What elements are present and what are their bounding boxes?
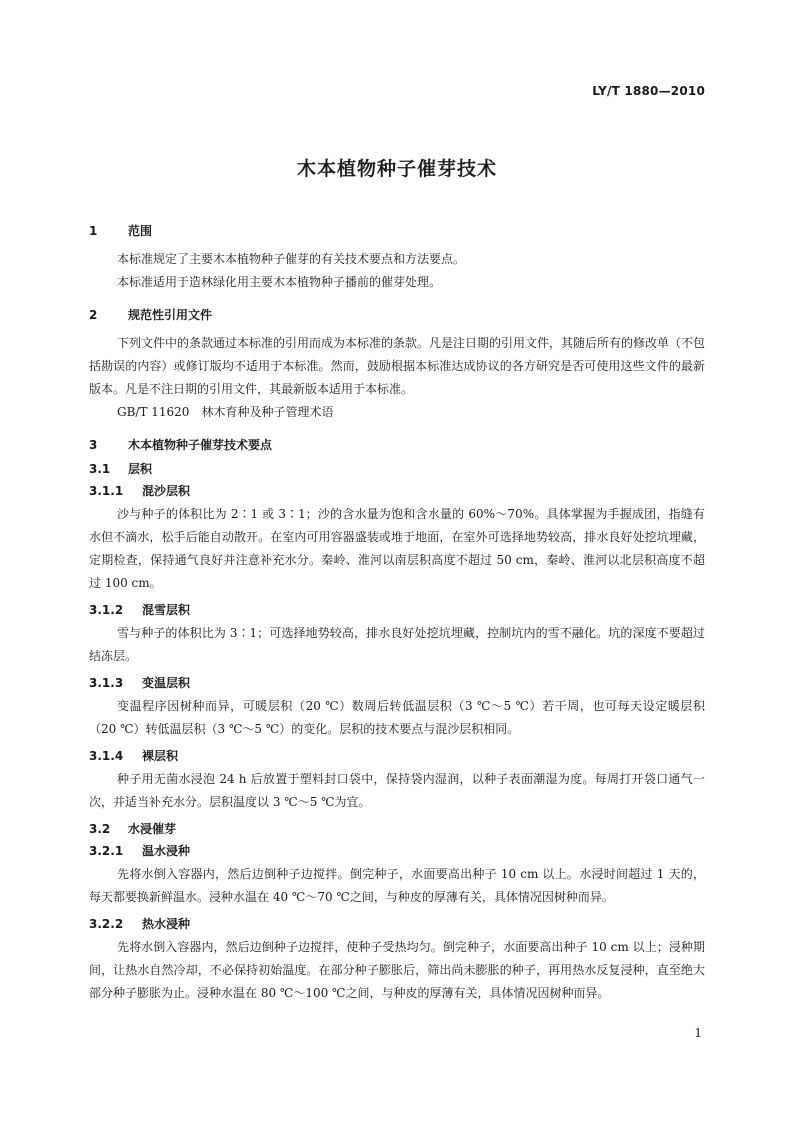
subsection-heading-3-1	[89, 462, 705, 476]
section-number: 3.2.1	[89, 844, 124, 858]
page-number: 1	[694, 1026, 702, 1040]
section-title: 混雪层积	[142, 603, 191, 617]
paragraph: 沙与种子的体积比为 2∶1 或 3∶1；沙的含水量为饱和含水量的 60%～70%。具体掌握为手握成团，指缝有水但不滴水，松手后能自动散开。在室内可用容器盛装或堆于地面，在室外可选择地势较高，排水良好处挖坑埋藏，定期检查，保持通气良好并注意补充水分。秦岭、淮河以南层积高度不超过 50 cm，秦岭、淮河以北层积高度不超过 100 cm。	[89, 507, 705, 590]
section-title: 规范性引用文件	[128, 308, 213, 322]
paragraph: 雪与种子的体积比为 3∶1；可选择地势较高，排水良好处挖坑埋藏，控制坑内的雪不融化。坑的深度不要超过结冻层。	[89, 626, 705, 663]
section-title: 混沙层积	[142, 484, 191, 498]
paragraph: 下列文件中的条款通过本标准的引用而成为本标准的条款。凡是注日期的引用文件，其随后所有的修改单（不包括勘误的内容）或修订版均不适用于本标准。然而，鼓励根据本标准达成协议的各方研究是否可使用这些文件的最新版本。凡是不注日期的引用文件，其最新版本适用于本标准。	[89, 336, 706, 396]
section-number: 3.2	[89, 822, 111, 836]
section-title: 变温层积	[142, 676, 191, 690]
section-number: 3	[89, 438, 98, 452]
section-number: 3.1	[89, 462, 111, 476]
paragraph: 先将水倒入容器内，然后边倒种子边搅拌。倒完种子，水面要高出种子 10 cm 以上。水浸时间超过 1 天的，每天都要换新鲜温水。浸种水温在 40 ℃～70 ℃之间，与种皮的厚薄有关，具体情况因树种而异。	[89, 867, 705, 904]
subsection-heading-3-2-2	[89, 917, 705, 931]
section-title: 温水浸种	[142, 844, 191, 858]
normative-reference: GB/T 11620 林木育种及种子管理术语	[117, 405, 334, 419]
paragraph: 本标准适用于造林绿化用主要木本植物种子播前的催芽处理。	[117, 275, 442, 289]
section-heading-2	[89, 308, 705, 322]
paragraph: 先将水倒入容器内，然后边倒种子边搅拌，使种子受热均匀。倒完种子，水面要高出种子 10 cm 以上；浸种期间，让热水自然冷却，不必保持初始温度。在部分种子膨胀后，筛出尚未膨胀的种子，再用热水反复浸种，直至绝大部分种子膨胀为止。浸种水温在 80 ℃～100 ℃之间，与种皮的厚薄有关，具体情况因树种而异。	[89, 940, 705, 1000]
section-number: 3.1.1	[89, 484, 124, 498]
subsection-heading-3-2-1	[89, 844, 705, 858]
paragraph: 变温程序因树种而异，可暖层积（20 ℃）数周后转低温层积（3 ℃～5 ℃）若干周，也可每天设定暖层积（20 ℃）转低温层积（3 ℃～5 ℃）的变化。层积的技术要点与混沙层积相同。	[89, 699, 705, 736]
section-title: 范围	[128, 224, 153, 238]
document-title: 木本植物种子催芽技术	[296, 158, 497, 180]
section-heading-3	[89, 438, 705, 452]
paragraph: 本标准规定了主要木本植物种子催芽的有关技术要点和方法要点。	[117, 252, 466, 266]
section-title: 热水浸种	[142, 917, 191, 931]
section-number: 2	[89, 308, 98, 322]
paragraph: 种子用无菌水浸泡 24 h 后放置于塑料封口袋中，保持袋内湿润，以种子表面潮湿为度。每周打开袋口通气一次，并适当补充水分。层积温度以 3 ℃～5 ℃为宜。	[89, 772, 705, 809]
subsection-heading-3-1-4	[89, 749, 705, 763]
section-number: 3.1.2	[89, 603, 124, 617]
section-number: 1	[89, 224, 98, 238]
subsection-heading-3-2	[89, 822, 705, 836]
section-title: 水浸催芽	[128, 822, 177, 836]
section-title: 木本植物种子催芽技术要点	[128, 438, 273, 452]
subsection-heading-3-1-1	[89, 484, 705, 498]
document-body	[89, 224, 705, 1005]
section-number: 3.2.2	[89, 917, 124, 931]
standard-code: LY/T 1880—2010	[592, 84, 705, 98]
section-number: 3.1.4	[89, 749, 124, 763]
section-title: 层积	[128, 462, 153, 476]
subsection-heading-3-1-2	[89, 603, 705, 617]
section-heading-1	[89, 224, 705, 238]
section-number: 3.1.3	[89, 676, 124, 690]
subsection-heading-3-1-3	[89, 676, 705, 690]
section-title: 裸层积	[142, 749, 179, 763]
